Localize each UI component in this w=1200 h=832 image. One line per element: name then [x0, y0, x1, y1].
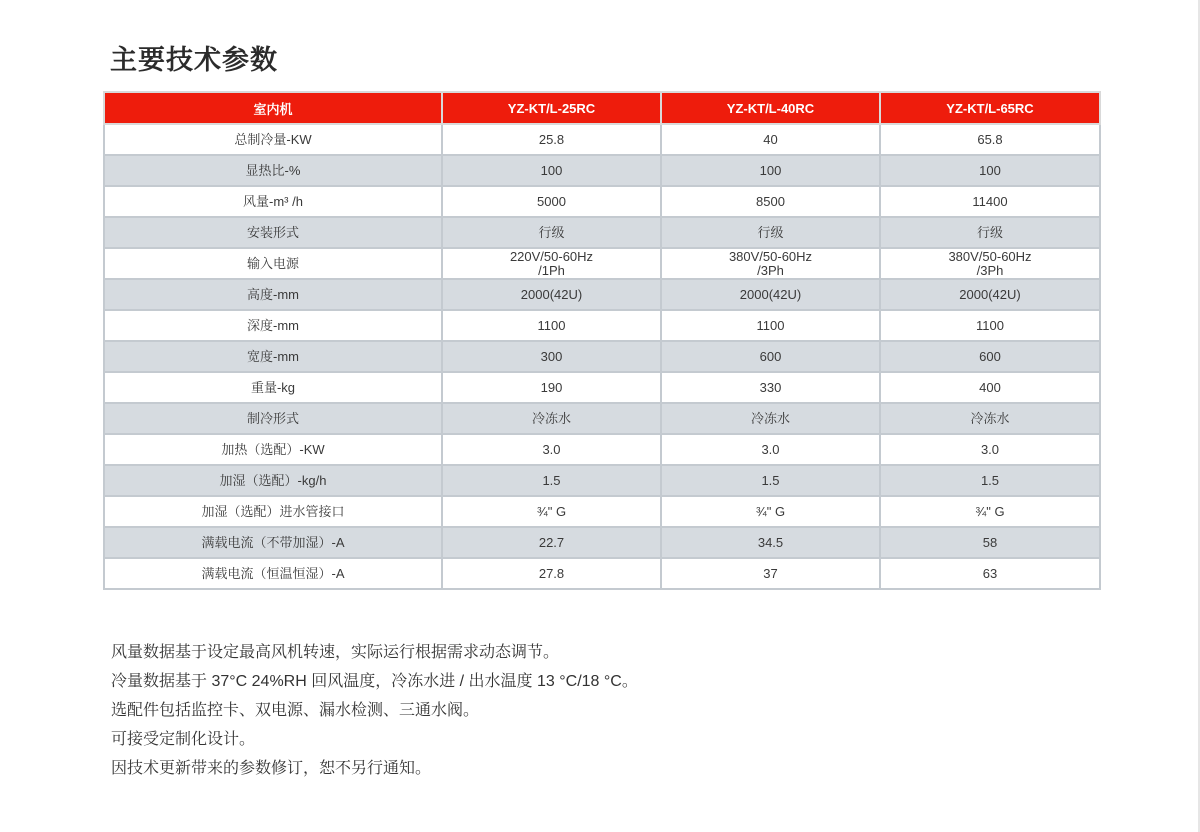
row-value: 40	[661, 124, 880, 155]
row-value: 11400	[880, 186, 1100, 217]
table-row	[104, 186, 1100, 217]
row-label: 风量-m³ /h	[104, 186, 442, 217]
row-value: 380V/50-60Hz /3Ph	[661, 248, 880, 279]
row-value: 27.8	[442, 558, 661, 589]
row-value: 2000(42U)	[661, 279, 880, 310]
row-value: 190	[442, 372, 661, 403]
header-cell-65rc: YZ-KT/L-65RC	[880, 92, 1100, 124]
row-value: 1.5	[442, 465, 661, 496]
page-title: 主要技术参数	[110, 45, 278, 75]
row-value: 34.5	[661, 527, 880, 558]
table-row	[104, 124, 1100, 155]
table-row	[104, 558, 1100, 589]
row-value: 330	[661, 372, 880, 403]
row-label: 总制冷量-KW	[104, 124, 442, 155]
row-value: 2000(42U)	[442, 279, 661, 310]
row-label: 宽度-mm	[104, 341, 442, 372]
row-value: 37	[661, 558, 880, 589]
row-label: 深度-mm	[104, 310, 442, 341]
spec-table	[103, 91, 1101, 590]
table-row	[104, 465, 1100, 496]
row-value: ¾" G	[880, 496, 1100, 527]
row-label: 高度-mm	[104, 279, 442, 310]
notes	[111, 638, 638, 783]
row-value: 22.7	[442, 527, 661, 558]
row-label: 显热比-%	[104, 155, 442, 186]
header-cell-25rc: YZ-KT/L-25RC	[442, 92, 661, 124]
table-row	[104, 341, 1100, 372]
table-row	[104, 248, 1100, 279]
row-value: 65.8	[880, 124, 1100, 155]
row-value: 300	[442, 341, 661, 372]
row-label: 重量-kg	[104, 372, 442, 403]
header-cell-model-label: 室内机	[104, 92, 442, 124]
row-label: 安装形式	[104, 217, 442, 248]
row-label: 满载电流（不带加湿）-A	[104, 527, 442, 558]
row-value: 600	[880, 341, 1100, 372]
row-value: 1100	[880, 310, 1100, 341]
note-line: 因技术更新带来的参数修订，恕不另行通知。	[111, 760, 432, 777]
table-row	[104, 279, 1100, 310]
row-value: 63	[880, 558, 1100, 589]
note-line: 风量数据基于设定最高风机转速，实际运行根据需求动态调节。	[111, 644, 560, 661]
row-label: 加湿（选配）进水管接口	[104, 496, 442, 527]
table-row	[104, 527, 1100, 558]
row-value: 400	[880, 372, 1100, 403]
row-value: 100	[880, 155, 1100, 186]
row-value: 冷冻水	[661, 403, 880, 434]
table-row	[104, 434, 1100, 465]
table-body	[104, 124, 1100, 589]
row-value: 1.5	[661, 465, 880, 496]
table-row	[104, 496, 1100, 527]
row-value: 600	[661, 341, 880, 372]
table-row	[104, 217, 1100, 248]
row-label: 满载电流（恒温恒湿）-A	[104, 558, 442, 589]
row-label: 制冷形式	[104, 403, 442, 434]
note-line: 选配件包括监控卡、双电源、漏水检测、三通水阀。	[111, 702, 480, 719]
row-value: 1100	[661, 310, 880, 341]
header-cell-40rc: YZ-KT/L-40RC	[661, 92, 880, 124]
row-value: 3.0	[661, 434, 880, 465]
table-header-row	[104, 92, 1100, 124]
row-value: 行级	[442, 217, 661, 248]
row-value: 5000	[442, 186, 661, 217]
row-value: ¾" G	[661, 496, 880, 527]
row-value: 380V/50-60Hz /3Ph	[880, 248, 1100, 279]
row-value: 220V/50-60Hz /1Ph	[442, 248, 661, 279]
note-line: 可接受定制化设计。	[111, 731, 256, 748]
row-value: 1.5	[880, 465, 1100, 496]
row-value: 58	[880, 527, 1100, 558]
row-label: 加湿（选配）-kg/h	[104, 465, 442, 496]
row-label: 加热（选配）-KW	[104, 434, 442, 465]
row-value: ¾" G	[442, 496, 661, 527]
row-value: 3.0	[442, 434, 661, 465]
row-value: 100	[661, 155, 880, 186]
row-value: 8500	[661, 186, 880, 217]
row-value: 25.8	[442, 124, 661, 155]
row-label: 输入电源	[104, 248, 442, 279]
note-line: 冷量数据基于 37°C 24%RH 回风温度，冷冻水进 / 出水温度 13 °C/18 °C。	[111, 673, 638, 690]
table-row	[104, 372, 1100, 403]
row-value: 行级	[880, 217, 1100, 248]
table-row	[104, 310, 1100, 341]
row-value: 冷冻水	[880, 403, 1100, 434]
row-value: 3.0	[880, 434, 1100, 465]
row-value: 100	[442, 155, 661, 186]
table-row	[104, 403, 1100, 434]
table-row	[104, 155, 1100, 186]
row-value: 冷冻水	[442, 403, 661, 434]
row-value: 2000(42U)	[880, 279, 1100, 310]
row-value: 行级	[661, 217, 880, 248]
row-value: 1100	[442, 310, 661, 341]
